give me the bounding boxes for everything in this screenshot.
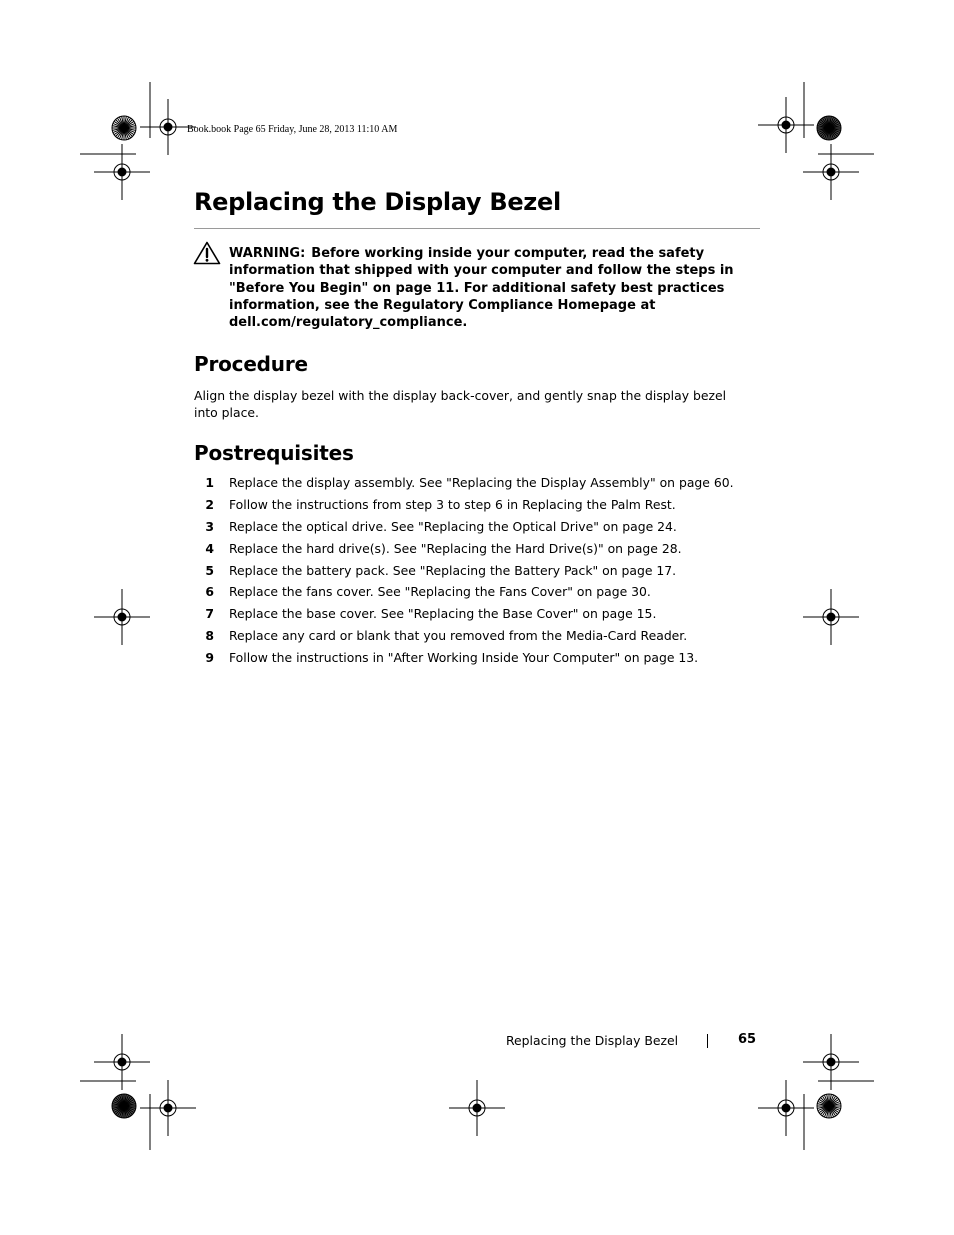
postrequisites-heading: Postrequisites	[194, 441, 354, 465]
warning-text: Before working inside your computer, read the safety information that shipped with your computer and follow the steps in "Before You Begin" on page 11. For additional safety best practices information, see the Regulatory Compliance Homepage at dell.com/regulatory_compliance.	[229, 246, 734, 331]
footer-divider	[707, 1034, 708, 1048]
list-item	[194, 497, 774, 519]
procedure-heading: Procedure	[194, 352, 308, 376]
warning-note	[229, 245, 764, 331]
step-number: 6	[205, 584, 214, 600]
registration-mark	[473, 1104, 481, 1112]
step-text: Replace the fans cover. See "Replacing the Fans Cover" on page 30.	[229, 584, 651, 600]
registration-mark	[118, 613, 126, 621]
step-number: 9	[205, 650, 214, 666]
list-item	[194, 650, 774, 672]
step-text: Replace the hard drive(s). See "Replacing the Hard Drive(s)" on page 28.	[229, 540, 682, 556]
step-text: Replace the display assembly. See "Replacing the Display Assembly" on page 60.	[229, 475, 734, 490]
list-item	[194, 606, 774, 628]
list-item	[194, 628, 774, 650]
list-item	[194, 541, 774, 563]
step-text: Replace any card or blank that you removed from the Media-Card Reader.	[229, 628, 688, 644]
footer-section-title: Replacing the Display Bezel	[506, 1033, 679, 1048]
list-item	[194, 519, 774, 541]
step-text: Replace the optical drive. See "Replacing the Optical Drive" on page 24.	[229, 518, 677, 534]
title-rule	[194, 228, 760, 229]
step-number: 5	[205, 562, 214, 578]
registration-mark	[827, 1058, 835, 1066]
warning-icon	[193, 241, 221, 265]
step-text: Follow the instructions from step 3 to step 6 in Replacing the Palm Rest.	[229, 496, 676, 512]
postrequisites-list	[194, 475, 774, 672]
list-item	[194, 475, 774, 497]
page-title: Replacing the Display Bezel	[194, 188, 561, 216]
registration-mark	[118, 168, 126, 176]
registration-mark	[164, 123, 172, 131]
registration-mark	[782, 121, 790, 129]
list-item	[194, 563, 774, 585]
step-text: Replace the battery pack. See "Replacing the Battery Pack" on page 17.	[229, 562, 677, 578]
procedure-text: Align the display bezel with the display back-cover, and gently snap the display bezel into place.	[194, 388, 727, 421]
registration-mark	[164, 1104, 172, 1112]
step-text: Follow the instructions in "After Working Inside Your Computer" on page 13.	[229, 650, 699, 666]
step-text: Replace the base cover. See "Replacing the Base Cover" on page 15.	[229, 606, 657, 622]
step-number: 2	[205, 496, 214, 512]
step-number: 7	[205, 606, 214, 622]
registration-mark	[827, 613, 835, 621]
list-item	[194, 584, 774, 606]
step-number: 4	[205, 540, 214, 556]
page-number: 65	[738, 1032, 757, 1047]
warning-label: WARNING:	[229, 246, 306, 261]
step-number: 1	[205, 475, 214, 490]
step-number: 8	[205, 628, 214, 644]
registration-mark	[782, 1104, 790, 1112]
step-number: 3	[205, 518, 214, 534]
registration-mark	[118, 1058, 126, 1066]
registration-mark	[827, 168, 835, 176]
file-stamp: Book.book Page 65 Friday, June 28, 2013 11:10 AM	[187, 124, 398, 135]
